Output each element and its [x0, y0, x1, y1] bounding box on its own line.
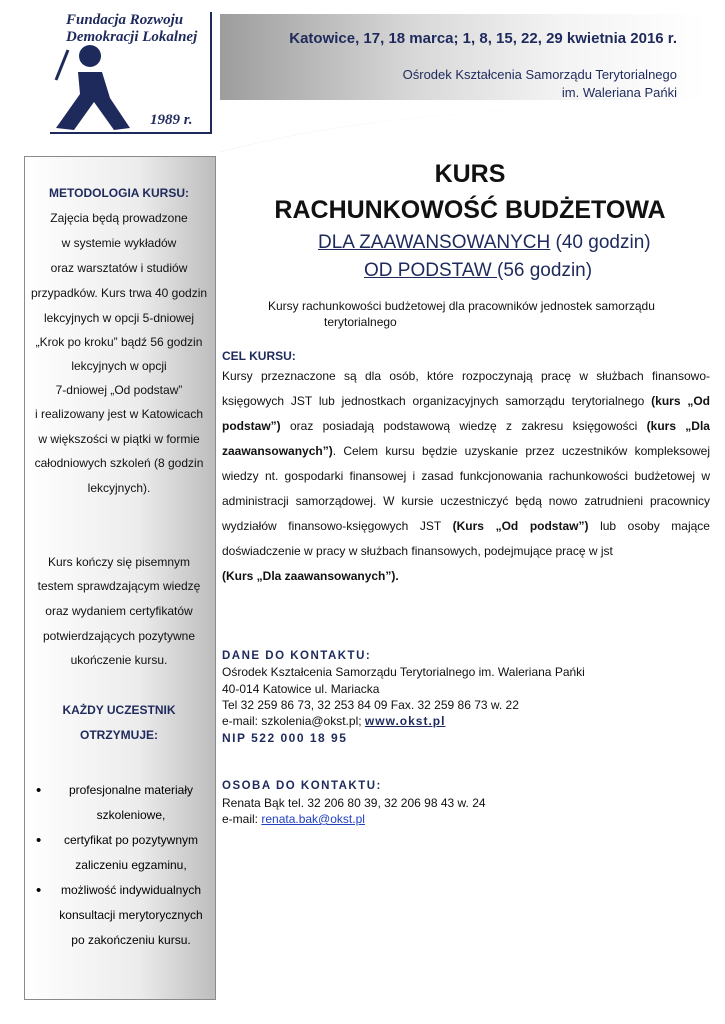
- methodology-line: całodniowych szkoleń (8 godzin: [34, 456, 204, 470]
- goal-text-part: lub osoby mające doświadczenie w pracy w służbach finansowych, podejmujące pracę w jst: [222, 519, 710, 558]
- institution-patron: im. Waleriana Pańki: [561, 85, 677, 100]
- methodology-line: lekcyjnych).: [87, 481, 151, 495]
- contact-line: Tel 32 259 86 73, 32 253 84 09 Fax. 32 259 86 73 w. 22: [222, 698, 519, 712]
- nip-number: NIP 522 000 18 95: [222, 731, 348, 745]
- benefit-line: • możliwość indywidualnych: [60, 883, 202, 897]
- methodology-line: oraz warsztatów i studiów: [50, 261, 188, 275]
- methodology-line: przypadków. Kurs trwa 40 godzin: [30, 286, 208, 300]
- contact-email-line: [222, 714, 445, 728]
- contact-heading: DANE DO KONTAKTU:: [222, 650, 372, 662]
- benefit-line: • certyfikat po pozytywnym: [63, 833, 199, 847]
- person-phone: Renata Bąk tel. 32 206 80 39, 32 206 98 43 w. 24: [222, 796, 486, 810]
- course-level-basic: [364, 260, 592, 282]
- contact-line: Ośrodek Kształcenia Samorządu Terytorialnego im. Waleriana Pańki: [222, 665, 585, 679]
- benefit-line: konsultacji merytorycznych: [59, 908, 203, 922]
- methodology-line: lekcyjnych w opcji: [71, 359, 167, 373]
- methodology-line: Zajęcia będą prowadzone: [50, 211, 188, 225]
- course-dates: Katowice, 17, 18 marca; 1, 8, 15, 22, 29 kwietnia 2016 r.: [289, 30, 677, 47]
- logo-divider: [210, 12, 212, 134]
- level-hours: (40 godzin): [550, 232, 651, 253]
- goal-bold-part: (kurs „Od podstaw”): [222, 394, 710, 433]
- goal-heading: CEL KURSU:: [222, 349, 296, 363]
- exam-line: potwierdzających pozytywne: [42, 629, 196, 643]
- methodology-line: 7-dniowej „Od podstaw”: [55, 383, 183, 397]
- contact-line: 40-014 Katowice ul. Mariacka: [222, 682, 380, 696]
- description-line: terytorialnego: [324, 315, 397, 329]
- goal-text-part: oraz posiadają podstawową wiedzę z zakresu księgowości: [280, 419, 647, 433]
- course-title: RACHUNKOWOŚĆ BUDŻETOWA: [274, 196, 666, 224]
- person-heading: OSOBA DO KONTAKTU:: [222, 780, 382, 792]
- benefit-line: szkoleniowe,: [96, 808, 166, 822]
- course-title-kurs: KURS: [434, 160, 506, 188]
- logo-underline: [50, 132, 210, 134]
- logo-line-2: Demokracji Lokalnej: [66, 29, 198, 45]
- list-item: [34, 778, 214, 828]
- goal-bold-part: (Kurs „Dla zaawansowanych”).: [222, 569, 399, 583]
- methodology-line: w systemie wykładów: [61, 236, 177, 250]
- person-email-link[interactable]: renata.bak@okst.pl: [261, 812, 365, 826]
- level-name: DLA ZAAWANSOWANYCH: [318, 232, 551, 253]
- methodology-line: lekcyjnych w opcji 5-dniowej: [43, 311, 195, 325]
- website-link[interactable]: www.okst.pl: [364, 714, 446, 728]
- level-hours: (56 godzin): [497, 260, 593, 281]
- participant-heading: OTRZYMUJE:: [80, 728, 158, 742]
- exam-line: Kurs kończy się pisemnym: [47, 555, 191, 569]
- goal-text: [222, 364, 710, 589]
- institution-name: Ośrodek Kształcenia Samorządu Terytorialnego: [402, 67, 677, 82]
- benefit-line: po zakończeniu kursu.: [71, 933, 191, 947]
- contact-email: e-mail: szkolenia@okst.pl;: [222, 714, 365, 728]
- goal-bold-part: (kurs „Dla zaawansowanych”): [222, 419, 710, 458]
- list-item: [34, 878, 214, 953]
- description-line: Kursy rachunkowości budżetowej dla pracowników jednostek samorządu: [268, 299, 655, 313]
- benefit-line: zaliczeniu egzaminu,: [75, 858, 187, 872]
- logo-year: 1989 r.: [150, 112, 193, 128]
- goal-text-part: Kursy przeznaczone są dla osób, które rozpoczynają pracę w służbach finansowo-księgowych JST lub jednostkach organizacyjnych samorządu terytorialnego: [222, 369, 710, 408]
- list-item: [34, 828, 214, 878]
- course-description: [268, 298, 688, 330]
- benefits-list: [34, 778, 214, 953]
- goal-text-part: . Celem kursu będzie uzyskanie przez uczestników kompleksowej wiedzy nt. gospodarki finansowej i zasad funkcjonowania rachunkowości budżetowej w administracji samorządowej. W kursie uczestniczyć będą nowo zatrudnieni pracownicy wydziałów finansowo-księgowych JST: [222, 444, 710, 533]
- header-curve: [220, 100, 705, 160]
- methodology-line: i realizowany jest w Katowicach: [34, 407, 204, 421]
- goal-bold-part: (Kurs „Od podstaw”): [452, 519, 589, 533]
- exam-line: oraz wydaniem certyfikatów: [45, 604, 193, 618]
- methodology-line: „Krok po kroku” bądź 56 godzin: [35, 335, 203, 349]
- walking-figure-icon: [50, 40, 160, 132]
- benefit-line: • profesjonalne materiały: [68, 783, 194, 797]
- exam-line: ukończenie kursu.: [70, 653, 168, 667]
- level-name: OD PODSTAW: [364, 260, 497, 281]
- logo-line-1: Fundacja Rozwoju: [66, 12, 184, 28]
- exam-line: testem sprawdzającym wiedzę: [37, 579, 201, 593]
- methodology-line: w większości w piątki w formie: [38, 432, 200, 446]
- person-email-line: [222, 812, 365, 826]
- methodology-heading: METODOLOGIA KURSU:: [49, 186, 189, 200]
- course-level-advanced: [318, 232, 651, 254]
- participant-heading: KAŻDY UCZESTNIK: [62, 703, 176, 717]
- email-prefix: e-mail:: [222, 812, 262, 826]
